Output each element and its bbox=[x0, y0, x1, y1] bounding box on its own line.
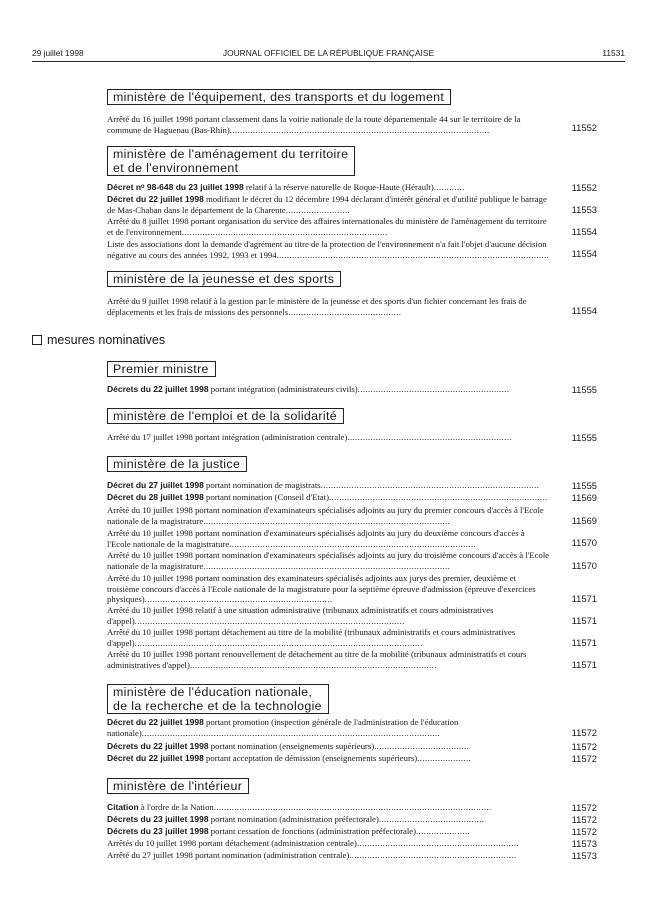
header-date: 29 juillet 1998 bbox=[32, 48, 84, 58]
entry-arrete-troisieme-concours: Arrêté du 10 juillet 1998 portant nomination d'examinateurs spécialisés adjoints au jury du troisième concours d'accès à l'Ecole nationale de la magistrature................................................................................................ bbox=[107, 550, 550, 571]
entry-decret-promotion: Décret du 22 juillet 1998 portant promotion (inspection générale de l'administration de l'éducation nationale).................................................................................................................... bbox=[107, 717, 459, 738]
entry-page: 11554 bbox=[571, 248, 597, 259]
entry-page: 11572 bbox=[571, 826, 597, 837]
square-bullet-icon bbox=[32, 335, 42, 345]
header-page-number: 11531 bbox=[602, 48, 625, 58]
entry-page: 11573 bbox=[571, 838, 597, 849]
entry-page: 11555 bbox=[571, 480, 597, 491]
entry-arrete-fichier-frais: Arrêté du 9 juillet 1998 relatif à la gestion par le ministère de la jeunesse et des sports d'un fichier concernant les frais de déplacements et les frais de missions des personnels............................................ bbox=[107, 296, 527, 317]
entry-arrete-affaires-internationales: Arrêté du 8 juillet 1998 portant organisation du service des affaires internationales du ministère de l'aménagement du territoire et de l'environnement................................................................................ bbox=[107, 216, 547, 237]
section-jeunesse-heading: ministère de la jeunesse et des sports bbox=[107, 271, 341, 287]
entry-decrets-enseignements-superieurs: Décrets du 22 juillet 1998 portant nomination (enseignements supérieurs)..................................... bbox=[107, 741, 470, 751]
entry-page: 11570 bbox=[571, 537, 597, 548]
section-amenagement-heading: ministère de l'aménagement du territoire et de l'environnement bbox=[107, 146, 355, 176]
entry-page: 11572 bbox=[571, 727, 597, 738]
entry-page: 11552 bbox=[571, 122, 597, 133]
entry-citation-nation: Citation à l'ordre de la Nation............................................................................................................ bbox=[107, 802, 492, 812]
entry-arrete-route-44: Arrêté du 16 juillet 1998 portant classement dans la voirie nationale de la route départementale 44 sur le territoire de la commune de Haguenau (Bas-Rhin)..................................................................................................... bbox=[107, 114, 521, 135]
section-equipement-heading: ministère de l'équipement, des transports et du logement bbox=[107, 89, 451, 105]
section-premier-ministre-heading: Premier ministre bbox=[107, 361, 216, 377]
entry-decret-demission: Décret du 22 juillet 1998 portant acceptation de démission (enseignements supérieurs)..................... bbox=[107, 753, 472, 763]
entry-page: 11555 bbox=[571, 432, 597, 443]
entry-page: 11553 bbox=[571, 204, 597, 215]
entry-page: 11569 bbox=[571, 515, 597, 526]
entry-decret-conseil-etat: Décret du 28 juillet 1998 portant nomination (Conseil d'Etat)..................................................................................... bbox=[107, 492, 548, 502]
section-interieur-heading: ministère de l'intérieur bbox=[107, 778, 249, 794]
header-rule bbox=[32, 61, 625, 62]
entry-arrete-renouvellement-detachement: Arrêté du 10 juillet 1998 portant renouvellement de détachement au titre de la mobilité (tribunaux administratifs et cours administratives d'appel)................................................................................................ bbox=[107, 649, 527, 670]
entry-liste-associations: Liste des associations dont la demande d'agrément au titre de la protection de l'environnement n'a fait l'objet d'aucune décision négative au cours des années 1992, 1993 et 1994.......................................................................................................... bbox=[107, 239, 550, 260]
mesures-nominatives-heading: mesures nominatives bbox=[32, 333, 165, 347]
entry-page: 11571 bbox=[571, 637, 597, 648]
entry-page: 11572 bbox=[571, 814, 597, 825]
entry-page: 11555 bbox=[571, 384, 597, 395]
section-justice-heading: ministère de la justice bbox=[107, 456, 247, 472]
entry-page: 11573 bbox=[571, 850, 597, 861]
entry-page: 11552 bbox=[571, 182, 597, 193]
entry-decret-roque-haute: Décret nᵒ 98-648 du 23 juillet 1998 relatif à la réserve naturelle de Roque-Haute (Hérault)............ bbox=[107, 182, 465, 192]
page-header bbox=[32, 48, 625, 60]
entry-decrets-cessation-fonctions: Décrets du 23 juillet 1998 portant cessation de fonctions (administration préfectorale)..................... bbox=[107, 826, 471, 836]
entry-arrete-exercices-physiques: Arrêté du 10 juillet 1998 portant nomination des examinateurs spécialisés adjoints aux jurys des premier, deuxième et troisième concours d'accès à l'Ecole nationale de la magistrature pour la septième épreuve d'admission (épreuve d'exercices physiques)......................................................................... bbox=[107, 573, 536, 604]
section-emploi-heading: ministère de l'emploi et de la solidarité bbox=[107, 408, 344, 424]
header-journal-title: JOURNAL OFFICIEL DE LA RÉPUBLIQUE FRANÇAISE bbox=[222, 48, 435, 58]
entry-arrete-nomination-centrale: Arrêté du 27 juillet 1998 portant nomination (administration centrale)................................................................. bbox=[107, 850, 517, 860]
entry-decrets-nomination-prefectorale: Décrets du 23 juillet 1998 portant nomination (administration préfectorale)......................................... bbox=[107, 814, 485, 824]
entry-arrete-premier-concours: Arrêté du 10 juillet 1998 portant nomination d'examinateurs spécialisés adjoints au jury du premier concours d'accès à l'Ecole nationale de la magistrature................................................................................................ bbox=[107, 505, 544, 526]
entry-page: 11571 bbox=[571, 593, 597, 604]
entry-page: 11554 bbox=[571, 226, 597, 237]
entry-arrete-deuxieme-concours: Arrêté du 10 juillet 1998 portant nomination d'examinateurs spécialisés adjoints au jury du deuxième concours d'accès à l'Ecole nationale de la magistrature................................................................................................ bbox=[107, 528, 525, 549]
entry-page: 11554 bbox=[571, 305, 597, 316]
entry-decrets-integration: Décrets du 22 juillet 1998 portant intégration (administrateurs civils)........................................................... bbox=[107, 384, 510, 394]
entry-page: 11572 bbox=[571, 741, 597, 752]
entry-decret-magistrats: Décret du 27 juillet 1998 portant nomination de magistrats..................................................................................... bbox=[107, 480, 540, 490]
entry-arrete-situation-administrative: Arrêté du 10 juillet 1998 relatif à une situation administrative (tribunaux administratifs et cours administratives d'appel)......................................................................................................... bbox=[107, 605, 494, 626]
section-education-heading: ministère de l'éducation nationale, de la recherche et de la technologie bbox=[107, 684, 329, 714]
entry-page: 11570 bbox=[571, 560, 597, 571]
entry-page: 11571 bbox=[571, 615, 597, 626]
entry-page: 11571 bbox=[571, 659, 597, 670]
entry-arrete-integration: Arrêté du 17 juillet 1998 portant intégration (administration centrale)................................................................ bbox=[107, 432, 512, 442]
entry-page: 11569 bbox=[571, 492, 597, 503]
entry-decret-mas-chaban: Décret du 22 juillet 1998 modifiant le décret du 12 décembre 1994 déclarant d'intérêt général et d'utilité publique le barrage de Mas-Chaban dans le département de la Charente......................... bbox=[107, 194, 547, 215]
entry-arrete-detachement-mobilite: Arrêté du 10 juillet 1998 portant détachement au titre de la mobilité (tribunaux administratifs et cours administratives d'appel)................................................................................................................ bbox=[107, 627, 516, 648]
entry-page: 11572 bbox=[571, 753, 597, 764]
entry-page: 11572 bbox=[571, 802, 597, 813]
entry-arretes-detachement: Arrêtés du 10 juillet 1998 portant détachement (administration centrale)............................................................... bbox=[107, 838, 519, 848]
